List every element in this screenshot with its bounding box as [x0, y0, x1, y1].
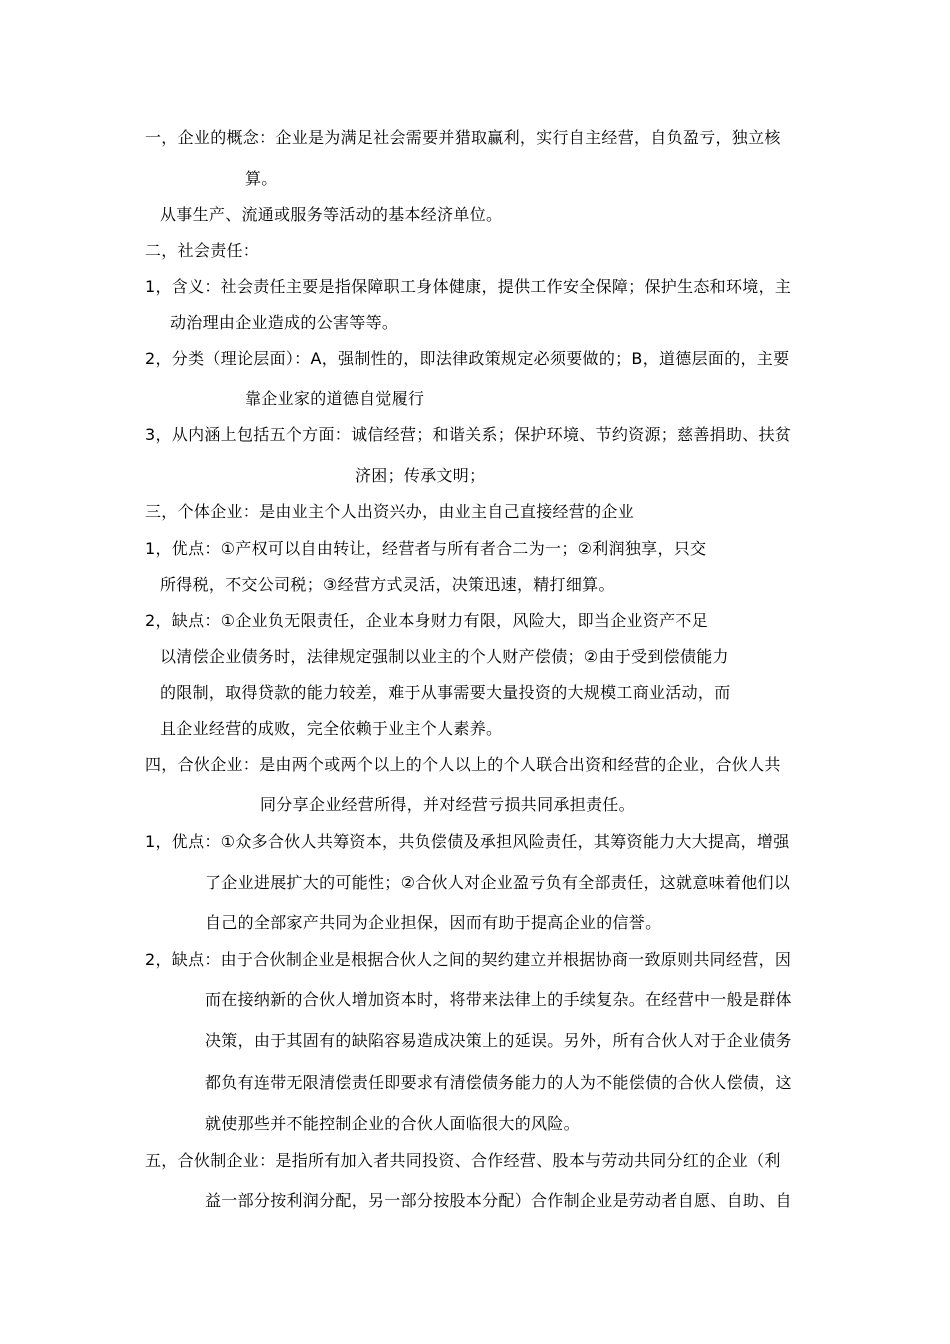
text-line: 所得税，不交公司税；③经营方式灵活，决策迅速，精打细算。	[160, 575, 615, 594]
text-line: 就使那些并不能控制企业的合伙人面临很大的风险。	[205, 1114, 580, 1133]
text-line: 算。	[245, 169, 278, 188]
text-line: 从事生产、流通或服务等活动的基本经济单位。	[160, 205, 503, 224]
text-line: 的限制，取得贷款的能力较差，难于从事需要大量投资的大规模工商业活动，而	[160, 683, 731, 702]
text-line: 济困；传承文明；	[355, 466, 486, 485]
text-line: 以清偿企业债务时，法律规定强制以业主的个人财产偿债；②由于受到偿债能力	[160, 647, 729, 666]
text-line: 1，优点：①众多合伙人共筹资本，共负偿债及承担风险责任，其筹资能力大大提高，增强	[145, 832, 790, 851]
text-line: 2，分类（理论层面）：A，强制性的，即法律政策规定必须要做的；B，道德层面的，主要	[145, 349, 790, 368]
text-line: 自己的全部家产共同为企业担保，因而有助于提高企业的信誉。	[205, 913, 662, 932]
text-line: 益一部分按利润分配，另一部分按股本分配）合作制企业是劳动者自愿、自助、自	[205, 1191, 792, 1210]
text-line: 二，社会责任：	[145, 241, 260, 260]
text-line: 2，缺点：①企业负无限责任，企业本身财力有限，风险大，即当企业资产不足	[145, 611, 709, 630]
text-line: 决策，由于其固有的缺陷容易造成决策上的延误。另外，所有合伙人对于企业债务	[205, 1031, 792, 1050]
text-line: 了企业进展扩大的可能性；②合伙人对企业盈亏负有全部责任，这就意味着他们以	[205, 873, 791, 892]
text-line: 3，从内涵上包括五个方面：诚信经营；和谐关系；保护环境、节约资源；慈善捐助、扶贫	[145, 425, 792, 444]
text-line: 一，企业的概念：企业是为满足社会需要并猎取赢利，实行自主经营，自负盈亏，独立核	[145, 128, 781, 147]
text-line: 都负有连带无限清偿责任即要求有清偿债务能力的人为不能偿债的合伙人偿债，这	[205, 1073, 792, 1092]
text-line: 动治理由企业造成的公害等等。	[170, 313, 399, 332]
text-line: 同分享企业经营所得，并对经营亏损共同承担责任。	[260, 795, 635, 814]
text-line: 三，个体企业：是由业主个人出资兴办，由业主自己直接经营的企业	[145, 502, 635, 521]
text-line: 且企业经营的成败，完全依赖于业主个人素养。	[160, 719, 503, 738]
text-line: 靠企业家的道德自觉履行	[245, 389, 425, 408]
text-line: 四，合伙企业：是由两个或两个以上的个人以上的个人联合出资和经营的企业，合伙人共	[145, 755, 781, 774]
text-line: 1，含义：社会责任主要是指保障职工身体健康，提供工作安全保障；保护生态和环境，主	[145, 277, 792, 296]
text-line: 而在接纳新的合伙人增加资本时，将带来法律上的手续复杂。在经营中一般是群体	[205, 990, 792, 1009]
text-line: 2，缺点：由于合伙制企业是根据合伙人之间的契约建立并根据协商一致原则共同经营，因	[145, 950, 792, 969]
text-line: 1，优点：①产权可以自由转让，经营者与所有者合二为一；②利润独享，只交	[145, 539, 707, 558]
text-line: 五，合伙制企业：是指所有加入者共同投资、合作经营、股本与劳动共同分红的企业（利	[145, 1151, 781, 1170]
